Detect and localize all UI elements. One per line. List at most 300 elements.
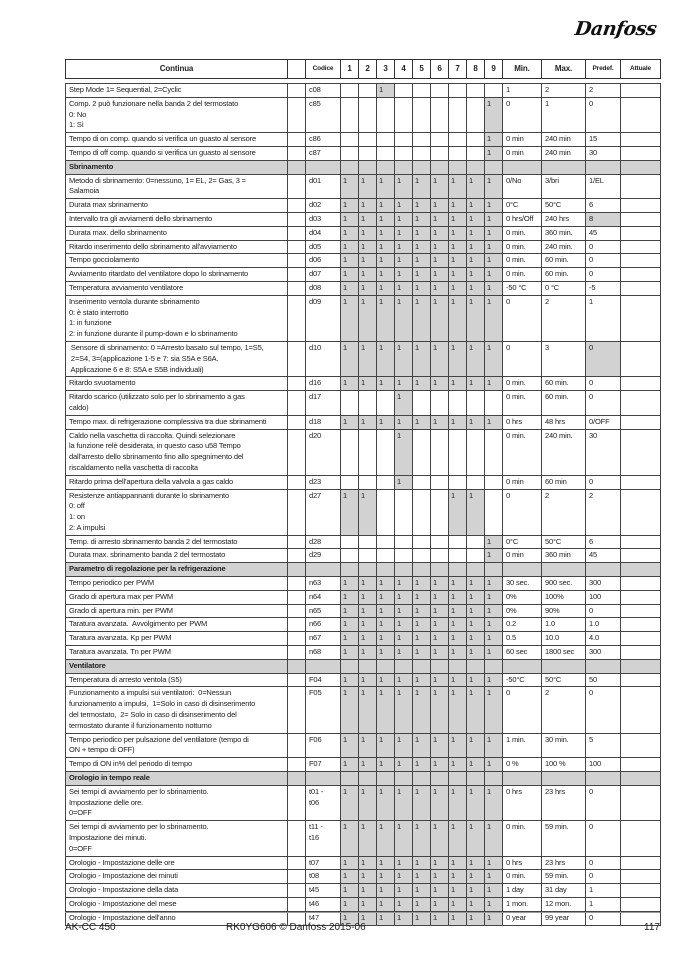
application-1-flag: 1 (341, 240, 359, 254)
application-7-flag (449, 429, 467, 475)
blank-cell (288, 226, 306, 240)
parameter-code: t11 - t16 (306, 821, 341, 856)
parameter-code: d27 (306, 489, 341, 535)
max-value: 50°C (542, 673, 586, 687)
application-6-flag: 1 (431, 733, 449, 758)
application-1-flag: 1 (341, 758, 359, 772)
application-3-flag: 1 (377, 884, 395, 898)
application-9-flag (485, 489, 503, 535)
application-4-flag (395, 535, 413, 549)
min-value: 0 min (503, 549, 542, 563)
parameter-description: Ritardo prima dell'apertura della valvola a gas caldo (66, 475, 288, 489)
max-value: 48 hrs (542, 415, 586, 429)
blank-cell (288, 785, 306, 820)
application-2-flag: 1 (359, 673, 377, 687)
section-cell (485, 563, 503, 577)
application-6-flag: 1 (431, 281, 449, 295)
application-7-flag (449, 133, 467, 147)
application-8-flag (467, 549, 485, 563)
application-9-flag: 1 (485, 870, 503, 884)
section-cell (341, 160, 359, 174)
application-9-flag (485, 429, 503, 475)
max-value: 2 (542, 489, 586, 535)
footer-model: AK-CC 450 (65, 922, 116, 933)
application-5-flag (413, 429, 431, 475)
application-1-flag: 1 (341, 590, 359, 604)
table-row (66, 341, 661, 376)
table-row (66, 391, 661, 416)
application-8-flag: 1 (467, 856, 485, 870)
parameter-description: Orologio - Impostazione della data (66, 884, 288, 898)
application-6-flag: 1 (431, 415, 449, 429)
application-8-flag: 1 (467, 604, 485, 618)
application-3-flag: 1 (377, 254, 395, 268)
application-8-flag: 1 (467, 377, 485, 391)
blank-cell (288, 758, 306, 772)
application-1-flag: 1 (341, 489, 359, 535)
section-cell (288, 659, 306, 673)
application-2-flag: 1 (359, 240, 377, 254)
actual-value (621, 415, 661, 429)
application-3-flag (377, 133, 395, 147)
application-8-flag: 1 (467, 415, 485, 429)
max-value: 2 (542, 84, 586, 98)
application-3-flag: 1 (377, 240, 395, 254)
application-8-flag: 1 (467, 618, 485, 632)
parameter-code: d17 (306, 391, 341, 416)
blank-cell (288, 618, 306, 632)
application-7-flag (449, 535, 467, 549)
application-9-flag: 1 (485, 549, 503, 563)
parameter-description: Durata max. dello sbrinamento (66, 226, 288, 240)
parameter-code: d09 (306, 295, 341, 341)
application-3-flag: 1 (377, 604, 395, 618)
blank-cell (288, 549, 306, 563)
application-4-flag: 1 (395, 226, 413, 240)
application-5-flag: 1 (413, 785, 431, 820)
default-value: 45 (586, 549, 621, 563)
section-header-row (66, 659, 661, 673)
application-4-flag: 1 (395, 475, 413, 489)
application-9-flag: 1 (485, 785, 503, 820)
blank-cell (288, 295, 306, 341)
default-value: 2 (586, 84, 621, 98)
section-cell (341, 659, 359, 673)
application-1-flag: 1 (341, 341, 359, 376)
parameter-code: n67 (306, 632, 341, 646)
application-4-flag (395, 489, 413, 535)
section-cell (288, 563, 306, 577)
header-col-3: 3 (377, 60, 395, 79)
min-value: 0 (503, 489, 542, 535)
parameter-description: Orologio - Impostazione dell'anno (66, 911, 288, 925)
application-3-flag (377, 535, 395, 549)
blank-cell (288, 687, 306, 733)
default-value: 1 (586, 898, 621, 912)
blank-cell (288, 377, 306, 391)
blank-cell (288, 475, 306, 489)
actual-value (621, 489, 661, 535)
max-value: 1 (542, 97, 586, 132)
section-cell (306, 659, 341, 673)
application-2-flag: 1 (359, 604, 377, 618)
parameter-code: F04 (306, 673, 341, 687)
application-9-flag: 1 (485, 535, 503, 549)
blank-cell (288, 268, 306, 282)
table-row (66, 226, 661, 240)
table-row (66, 590, 661, 604)
parameter-description: Sensore di sbrinamento: 0 =Arresto basato sul tempo, 1=S5, 2=S4, 3=(applicazione 1-5 e 7: sia S5A e S6A. Applicazione 6 e 8: S5A e S5B individuali) (66, 341, 288, 376)
table-row (66, 673, 661, 687)
application-9-flag: 1 (485, 646, 503, 660)
application-8-flag: 1 (467, 295, 485, 341)
application-4-flag: 1 (395, 268, 413, 282)
min-value: 60 sec (503, 646, 542, 660)
parameter-code: t01 - t06 (306, 785, 341, 820)
application-2-flag (359, 549, 377, 563)
actual-value (621, 687, 661, 733)
application-9-flag: 1 (485, 226, 503, 240)
application-5-flag: 1 (413, 733, 431, 758)
default-value: 2 (586, 489, 621, 535)
actual-value (621, 549, 661, 563)
parameter-code: n65 (306, 604, 341, 618)
min-value: 0/No (503, 174, 542, 199)
parameter-description: Avviamento ritardato del ventilatore dopo lo sbrinamento (66, 268, 288, 282)
application-5-flag: 1 (413, 240, 431, 254)
application-6-flag (431, 84, 449, 98)
application-1-flag (341, 549, 359, 563)
application-1-flag (341, 429, 359, 475)
default-value: 8 (586, 212, 621, 226)
application-9-flag: 1 (485, 733, 503, 758)
application-6-flag: 1 (431, 377, 449, 391)
application-6-flag: 1 (431, 911, 449, 925)
max-value: 100% (542, 590, 586, 604)
section-cell (485, 659, 503, 673)
min-value: 0 min. (503, 240, 542, 254)
application-9-flag: 1 (485, 268, 503, 282)
default-value: 0 (586, 870, 621, 884)
parameter-code: d04 (306, 226, 341, 240)
blank-cell (288, 146, 306, 160)
max-value: 30 min. (542, 733, 586, 758)
parameter-description: Temperatura di arresto ventola (S5) (66, 673, 288, 687)
default-value: 0 (586, 254, 621, 268)
blank-cell (288, 133, 306, 147)
max-value: 2 (542, 687, 586, 733)
min-value: 0 min. (503, 377, 542, 391)
application-8-flag: 1 (467, 254, 485, 268)
header-col-4: 4 (395, 60, 413, 79)
table-row (66, 785, 661, 820)
application-7-flag: 1 (449, 489, 467, 535)
application-2-flag (359, 97, 377, 132)
application-5-flag (413, 535, 431, 549)
parameter-description: Temperatura avviamento ventilatore (66, 281, 288, 295)
application-8-flag: 1 (467, 646, 485, 660)
application-1-flag: 1 (341, 199, 359, 213)
application-4-flag: 1 (395, 870, 413, 884)
header-col-7: 7 (449, 60, 467, 79)
application-1-flag: 1 (341, 295, 359, 341)
application-4-flag: 1 (395, 632, 413, 646)
actual-value (621, 535, 661, 549)
default-value: 0 (586, 377, 621, 391)
actual-value (621, 295, 661, 341)
blank-cell (288, 254, 306, 268)
application-6-flag: 1 (431, 821, 449, 856)
max-value: 50°C (542, 199, 586, 213)
application-8-flag: 1 (467, 785, 485, 820)
parameter-description: Tempo gocciolamento (66, 254, 288, 268)
application-8-flag: 1 (467, 226, 485, 240)
application-9-flag: 1 (485, 97, 503, 132)
table-row (66, 415, 661, 429)
application-8-flag: 1 (467, 911, 485, 925)
table-row (66, 240, 661, 254)
application-9-flag: 1 (485, 590, 503, 604)
parameter-code: d01 (306, 174, 341, 199)
application-3-flag (377, 146, 395, 160)
actual-value (621, 733, 661, 758)
application-7-flag: 1 (449, 673, 467, 687)
application-4-flag (395, 146, 413, 160)
application-6-flag: 1 (431, 268, 449, 282)
min-value: 0.2 (503, 618, 542, 632)
min-value: 30 sec. (503, 577, 542, 591)
application-9-flag: 1 (485, 856, 503, 870)
min-value: 0 min (503, 475, 542, 489)
application-8-flag: 1 (467, 733, 485, 758)
table-row (66, 870, 661, 884)
application-4-flag: 1 (395, 687, 413, 733)
max-value: 31 day (542, 884, 586, 898)
application-5-flag: 1 (413, 604, 431, 618)
application-7-flag: 1 (449, 870, 467, 884)
header-description: Continua (66, 60, 288, 79)
table-row (66, 146, 661, 160)
application-7-flag: 1 (449, 856, 467, 870)
min-value: -50°C (503, 673, 542, 687)
section-header-row (66, 563, 661, 577)
section-cell (467, 772, 485, 786)
section-cell (341, 772, 359, 786)
max-value: 10.0 (542, 632, 586, 646)
application-3-flag (377, 475, 395, 489)
table-row (66, 295, 661, 341)
parameter-code: d02 (306, 199, 341, 213)
section-cell (377, 659, 395, 673)
parameter-code: d08 (306, 281, 341, 295)
max-value: 23 hrs (542, 856, 586, 870)
application-1-flag (341, 146, 359, 160)
application-1-flag: 1 (341, 212, 359, 226)
parameter-code: t46 (306, 898, 341, 912)
table-row (66, 549, 661, 563)
min-value: 0% (503, 604, 542, 618)
parameter-description: Caldo nella vaschetta di raccolta. Quindi selezionare la funzione relè desiderata, in questo caso u58 Tempo dall'arresto dello sbrinamento fino allo spegnimento del riscaldamento nella vaschetta di raccolta (66, 429, 288, 475)
application-1-flag (341, 84, 359, 98)
blank-cell (288, 84, 306, 98)
application-6-flag: 1 (431, 785, 449, 820)
parameter-code: t47 (306, 911, 341, 925)
application-6-flag (431, 429, 449, 475)
application-7-flag (449, 146, 467, 160)
parameter-code: d03 (306, 212, 341, 226)
application-4-flag: 1 (395, 758, 413, 772)
parameter-code: c86 (306, 133, 341, 147)
default-value: -5 (586, 281, 621, 295)
table-row (66, 174, 661, 199)
max-value: 23 hrs (542, 785, 586, 820)
min-value: 0 min (503, 133, 542, 147)
min-value: 0°C (503, 535, 542, 549)
application-3-flag: 1 (377, 84, 395, 98)
application-2-flag: 1 (359, 646, 377, 660)
parameter-description: Orologio - Impostazione delle ore (66, 856, 288, 870)
application-7-flag: 1 (449, 898, 467, 912)
application-5-flag: 1 (413, 254, 431, 268)
section-cell (288, 160, 306, 174)
application-9-flag: 1 (485, 687, 503, 733)
application-8-flag: 1 (467, 199, 485, 213)
application-5-flag: 1 (413, 687, 431, 733)
default-value: 4.0 (586, 632, 621, 646)
actual-value (621, 199, 661, 213)
default-value: 6 (586, 199, 621, 213)
min-value: 0 (503, 341, 542, 376)
application-6-flag: 1 (431, 212, 449, 226)
table-row (66, 535, 661, 549)
default-value: 15 (586, 133, 621, 147)
section-cell (621, 563, 661, 577)
application-5-flag: 1 (413, 673, 431, 687)
application-6-flag (431, 475, 449, 489)
application-7-flag: 1 (449, 226, 467, 240)
application-6-flag: 1 (431, 254, 449, 268)
application-4-flag: 1 (395, 590, 413, 604)
section-cell (621, 772, 661, 786)
min-value: 0% (503, 590, 542, 604)
application-6-flag: 1 (431, 590, 449, 604)
application-7-flag: 1 (449, 758, 467, 772)
default-value: 5 (586, 733, 621, 758)
application-4-flag: 1 (395, 295, 413, 341)
parameter-description: Grado di apertura max per PWM (66, 590, 288, 604)
parameter-code: d05 (306, 240, 341, 254)
application-1-flag: 1 (341, 870, 359, 884)
actual-value (621, 146, 661, 160)
application-8-flag (467, 475, 485, 489)
application-7-flag (449, 391, 467, 416)
max-value: 60 min. (542, 254, 586, 268)
default-value: 100 (586, 590, 621, 604)
application-3-flag: 1 (377, 174, 395, 199)
application-2-flag (359, 84, 377, 98)
application-5-flag (413, 146, 431, 160)
actual-value (621, 577, 661, 591)
table-row (66, 281, 661, 295)
section-cell (359, 160, 377, 174)
default-value: 30 (586, 429, 621, 475)
application-2-flag: 1 (359, 281, 377, 295)
min-value: 0 min. (503, 254, 542, 268)
parameter-description: Step Mode 1= Sequential, 2=Cyclic (66, 84, 288, 98)
section-cell (586, 563, 621, 577)
footer-doc: RK0YG606 © Danfoss 2015-06 (226, 922, 366, 933)
section-cell (542, 659, 586, 673)
application-7-flag: 1 (449, 240, 467, 254)
application-4-flag: 1 (395, 884, 413, 898)
actual-value (621, 84, 661, 98)
parameter-code: d16 (306, 377, 341, 391)
section-cell (377, 160, 395, 174)
blank-cell (288, 577, 306, 591)
max-value: 2 (542, 295, 586, 341)
min-value: -50 °C (503, 281, 542, 295)
application-2-flag (359, 391, 377, 416)
application-7-flag: 1 (449, 618, 467, 632)
application-4-flag: 1 (395, 429, 413, 475)
section-cell (449, 563, 467, 577)
table-row (66, 377, 661, 391)
application-8-flag: 1 (467, 212, 485, 226)
min-value: 0 year (503, 911, 542, 925)
min-value: 1 min. (503, 733, 542, 758)
application-7-flag: 1 (449, 821, 467, 856)
section-cell (621, 160, 661, 174)
blank-cell (288, 429, 306, 475)
application-2-flag: 1 (359, 489, 377, 535)
blank-cell (288, 673, 306, 687)
application-5-flag: 1 (413, 898, 431, 912)
application-9-flag: 1 (485, 632, 503, 646)
application-6-flag: 1 (431, 898, 449, 912)
application-2-flag: 1 (359, 733, 377, 758)
application-5-flag: 1 (413, 911, 431, 925)
application-9-flag: 1 (485, 415, 503, 429)
application-1-flag (341, 535, 359, 549)
application-9-flag: 1 (485, 898, 503, 912)
parameter-description: Tempo di ON in% del periodo di tempo (66, 758, 288, 772)
application-6-flag: 1 (431, 758, 449, 772)
application-7-flag: 1 (449, 341, 467, 376)
blank-cell (288, 341, 306, 376)
application-8-flag (467, 133, 485, 147)
application-1-flag: 1 (341, 687, 359, 733)
actual-value (621, 268, 661, 282)
application-3-flag (377, 391, 395, 416)
max-value: 50°C (542, 535, 586, 549)
actual-value (621, 821, 661, 856)
application-2-flag: 1 (359, 870, 377, 884)
actual-value (621, 240, 661, 254)
max-value: 1.0 (542, 618, 586, 632)
max-value: 3 (542, 341, 586, 376)
parameter-code: n66 (306, 618, 341, 632)
default-value: 0 (586, 97, 621, 132)
blank-cell (288, 856, 306, 870)
max-value: 240 min (542, 133, 586, 147)
min-value: 0 min. (503, 429, 542, 475)
application-1-flag: 1 (341, 254, 359, 268)
application-1-flag: 1 (341, 577, 359, 591)
application-7-flag: 1 (449, 604, 467, 618)
application-4-flag: 1 (395, 898, 413, 912)
application-7-flag: 1 (449, 415, 467, 429)
application-1-flag (341, 97, 359, 132)
